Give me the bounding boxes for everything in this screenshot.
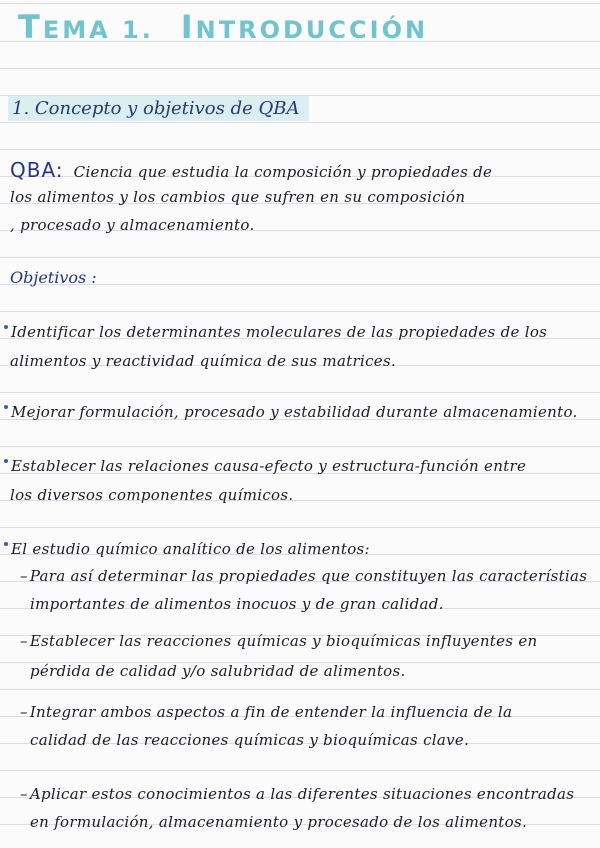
section-heading: 1. Concepto y objetivos de QBA [8,96,309,121]
title-part: EMA 1. [42,16,154,44]
objective-item-cont: los diversos componentes químicos. [10,486,294,504]
title-part: NTRODUCCIÓN [195,16,429,44]
dash-icon: – [20,703,28,721]
dash-icon: – [20,632,28,650]
objective-text: Mejorar formulación, procesado y estabilidad durante almacenamiento. [11,403,578,421]
dash-icon: – [20,785,28,803]
definition-line-2: los alimentos y los cambios que sufren en su composición [10,188,466,206]
sub-item-text: Para así determinar las propiedades que constituyen las característias [29,567,588,585]
definition-term: QBA: [10,158,64,182]
objectives-label: Objetivos : [10,268,97,287]
sub-item-cont: pérdida de calidad y/o salubridad de alimentos. [30,662,406,680]
objective-item [4,457,526,475]
sub-item-text: Establecer las reacciones químicas y bioquímicas influyentes en [29,632,538,650]
bullet-icon [4,325,8,329]
sub-item-text: Integrar ambos aspectos a fin de entender la influencia de la [29,703,513,721]
sub-item-cont: importantes de alimentos inocuos y de gran calidad. [30,595,444,613]
page-title [18,8,428,46]
objective-text: El estudio químico analítico de los alimentos: [11,540,370,558]
bullet-icon [4,459,8,463]
definition-line-1 [10,158,492,182]
objective-text: Identificar los determinantes moleculares de las propiedades de los [11,323,548,341]
sub-item-cont: en formulación, almacenamiento y procesado de los alimentos. [30,813,528,831]
sub-item [20,632,538,650]
sub-item [20,785,574,803]
objective-text: Establecer las relaciones causa-efecto y estructura-función entre [11,457,527,475]
title-part: T [18,8,43,46]
dash-icon: – [20,567,28,585]
objective-item [4,323,547,341]
sub-item-cont: calidad de las reacciones químicas y bioquímicas clave. [30,731,470,749]
definition-line-3: , procesado y almacenamiento. [10,216,255,234]
title-part: I [180,8,196,46]
objective-item-cont: alimentos y reactividad química de sus matrices. [10,352,397,370]
sub-item-text: Aplicar estos conocimientos a las diferentes situaciones encontradas [29,785,575,803]
definition-text: Ciencia que estudia la composición y propiedades de [73,163,493,181]
bullet-icon [4,542,8,546]
objective-item [4,403,578,421]
sub-item [20,703,512,721]
objective-item [4,540,370,558]
bullet-icon [4,405,8,409]
sub-item [20,567,587,585]
